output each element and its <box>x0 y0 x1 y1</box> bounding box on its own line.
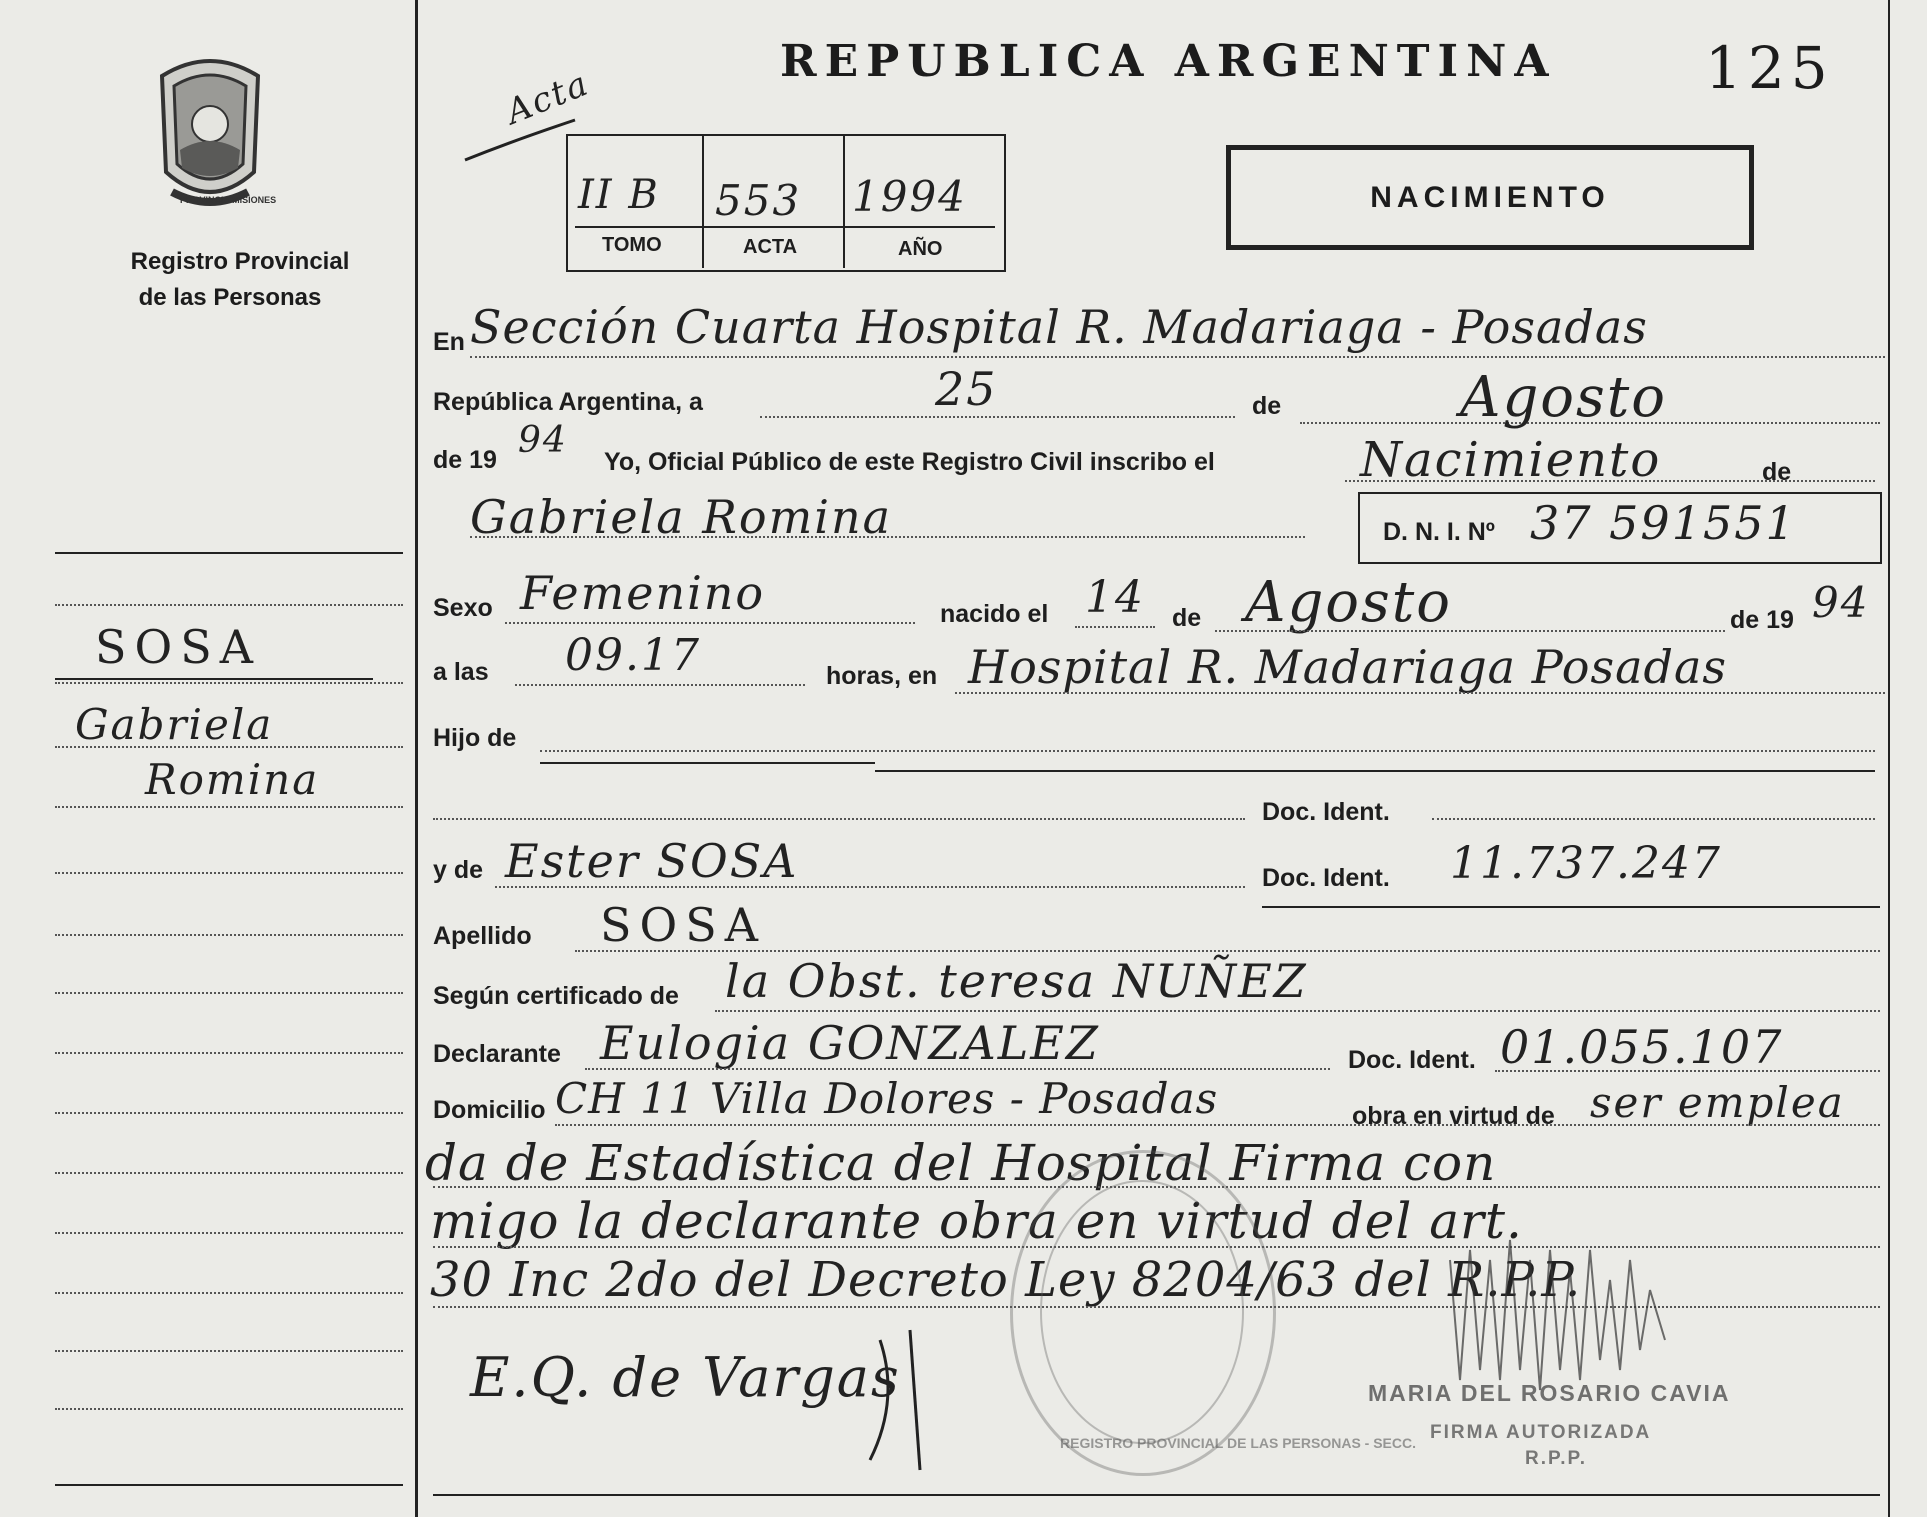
margin-rule-bottom <box>55 1484 403 1486</box>
anio-label: AÑO <box>898 238 943 260</box>
dni-label: D. N. I. Nº <box>1383 518 1495 546</box>
official-signature-mark <box>1440 1200 1780 1400</box>
margin-name-2: Romina <box>145 755 320 804</box>
margin-rule-top <box>55 552 403 554</box>
de2-label: de <box>1762 458 1792 486</box>
seal-label: PROVINCIA MISIONES <box>180 195 277 205</box>
page-number: 125 <box>1705 34 1834 102</box>
docident2-label: Doc. Ident. <box>1262 864 1390 892</box>
line-birth-day <box>1075 626 1155 628</box>
birth-month: Agosto <box>1245 570 1452 635</box>
margin-name-1: Gabriela <box>75 700 274 749</box>
declarant-signature: E.Q. de Vargas <box>470 1346 901 1409</box>
line-birth-month <box>1215 630 1725 632</box>
line-en <box>470 356 1885 358</box>
birth-day: 14 <box>1085 572 1145 623</box>
sexo-value: Femenino <box>520 566 766 620</box>
margin-line <box>55 992 403 994</box>
line-madre <box>495 886 1245 888</box>
margin-line <box>55 806 403 808</box>
line-segun <box>715 1010 1880 1012</box>
provincial-seal-icon <box>150 52 270 218</box>
registry-subtitle: de las Personas <box>138 284 322 311</box>
text-line-2: migo la declarante obra en virtud del art. <box>430 1192 1523 1250</box>
official-org: R.P.P. <box>1525 1448 1588 1469</box>
margin-line <box>55 1408 403 1410</box>
official-role: FIRMA AUTORIZADA <box>1430 1422 1652 1443</box>
obra-label: obra en virtud de <box>1352 1102 1555 1130</box>
margin-line <box>55 1112 403 1114</box>
de-label: de <box>1252 392 1282 420</box>
signature-flourish <box>860 1320 980 1480</box>
margin-line <box>55 1052 403 1054</box>
registry-box-divider <box>843 136 845 268</box>
page-title: REPUBLICA ARGENTINA <box>780 36 1557 87</box>
margin-line <box>55 1292 403 1294</box>
margin-line <box>55 746 403 748</box>
line-domicilio <box>555 1124 1880 1126</box>
rule-madre <box>1262 906 1880 908</box>
official-name: MARIA DEL ROSARIO CAVIA <box>1368 1380 1731 1406</box>
anio-value: 1994 <box>852 172 967 221</box>
republica-label: República Argentina, a <box>433 388 703 416</box>
margin-line <box>55 934 403 936</box>
acta-value: 553 <box>715 176 802 225</box>
text-line-3: 30 Inc 2do del Decreto Ley 8204/63 del R.P.P. <box>430 1252 1582 1308</box>
column-divider <box>415 0 418 1517</box>
line-declarante <box>585 1068 1330 1070</box>
margin-line <box>55 682 403 684</box>
line-lugar <box>955 692 1885 694</box>
yo-label: Yo, Oficial Público de este Registro Civil inscribo el <box>604 448 1215 476</box>
segun-value: la Obst. teresa NUÑEZ <box>725 954 1308 1008</box>
official-stamp-inner <box>1040 1180 1244 1444</box>
tomo-value: II B <box>578 172 660 218</box>
right-border <box>1888 0 1890 1517</box>
docident3-label: Doc. Ident. <box>1348 1046 1476 1074</box>
type-box <box>1226 145 1754 250</box>
domicilio-value: CH 11 Villa Dolores - Posadas <box>555 1074 1219 1123</box>
registry-box-rule <box>575 226 995 228</box>
docident-label: Doc. Ident. <box>1262 798 1390 826</box>
de19-label: de 19 <box>433 446 497 474</box>
margin-line <box>55 1172 403 1174</box>
en-label: En <box>433 328 465 356</box>
line-hijo <box>540 750 1875 752</box>
day-value: 25 <box>935 362 998 416</box>
de4-label: de 19 <box>1730 606 1794 634</box>
hora-value: 09.17 <box>565 630 701 681</box>
apellido-label: Apellido <box>433 922 532 950</box>
act-value: Nacimiento <box>1360 432 1662 488</box>
stamp-text: REGISTRO PROVINCIAL DE LAS PERSONAS - SECC. <box>1060 1435 1417 1451</box>
margin-line <box>55 604 403 606</box>
margin-surname: SOSA <box>95 620 261 674</box>
madre-value: Ester SOSA <box>505 834 799 888</box>
tomo-label: TOMO <box>602 234 662 256</box>
bottom-rule <box>433 1494 1880 1496</box>
dni-value: 37 591551 <box>1530 496 1797 550</box>
birth-year: 94 <box>1812 578 1870 627</box>
declarante-doc: 01.055.107 <box>1500 1020 1784 1074</box>
horas-label: horas, en <box>826 662 938 690</box>
segun-label: Según certificado de <box>433 982 679 1010</box>
acta-label: ACTA <box>743 236 798 258</box>
year-value: 94 <box>518 420 568 461</box>
madre-doc: 11.737.247 <box>1450 838 1722 889</box>
line-day <box>760 416 1235 418</box>
lugar-value: Hospital R. Madariaga Posadas <box>968 640 1728 694</box>
alas-label: a las <box>433 658 489 686</box>
rule-hijo <box>540 762 875 764</box>
obra-value: ser emplea <box>1590 1078 1845 1127</box>
yde-label: y de <box>433 856 484 884</box>
declarante-value: Eulogia GONZALEZ <box>600 1016 1100 1070</box>
line-hora <box>515 684 805 686</box>
name-value: Gabriela Romina <box>470 490 893 544</box>
domicilio-label: Domicilio <box>433 1096 546 1124</box>
margin-line <box>55 1350 403 1352</box>
sexo-label: Sexo <box>433 594 493 622</box>
line-sexo <box>505 622 915 624</box>
month-value: Agosto <box>1460 365 1667 430</box>
line-declarante-doc <box>1495 1070 1880 1072</box>
type-label: NACIMIENTO <box>1370 181 1610 214</box>
rule-hijo-2 <box>875 770 1875 772</box>
margin-line <box>55 1232 403 1234</box>
en-value: Sección Cuarta Hospital R. Madariaga - Posadas <box>470 300 1648 354</box>
margin-underline <box>55 678 373 680</box>
apellido-value: SOSA <box>600 898 766 952</box>
hijo-label: Hijo de <box>433 724 517 752</box>
line-apellido <box>575 950 1880 952</box>
declarante-label: Declarante <box>433 1040 561 1068</box>
margin-line <box>55 872 403 874</box>
registry-box-divider <box>702 136 704 268</box>
line-name <box>470 536 1305 538</box>
nacido-label: nacido el <box>940 600 1049 628</box>
de3-label: de <box>1172 604 1202 632</box>
text-line-1: da de Estadística del Hospital Firma con <box>425 1134 1497 1192</box>
line-hijo-2 <box>433 818 1245 820</box>
corner-note: Acta <box>500 63 595 133</box>
line-docident <box>1432 818 1875 820</box>
registry-title: Registro Provincial <box>130 248 350 275</box>
